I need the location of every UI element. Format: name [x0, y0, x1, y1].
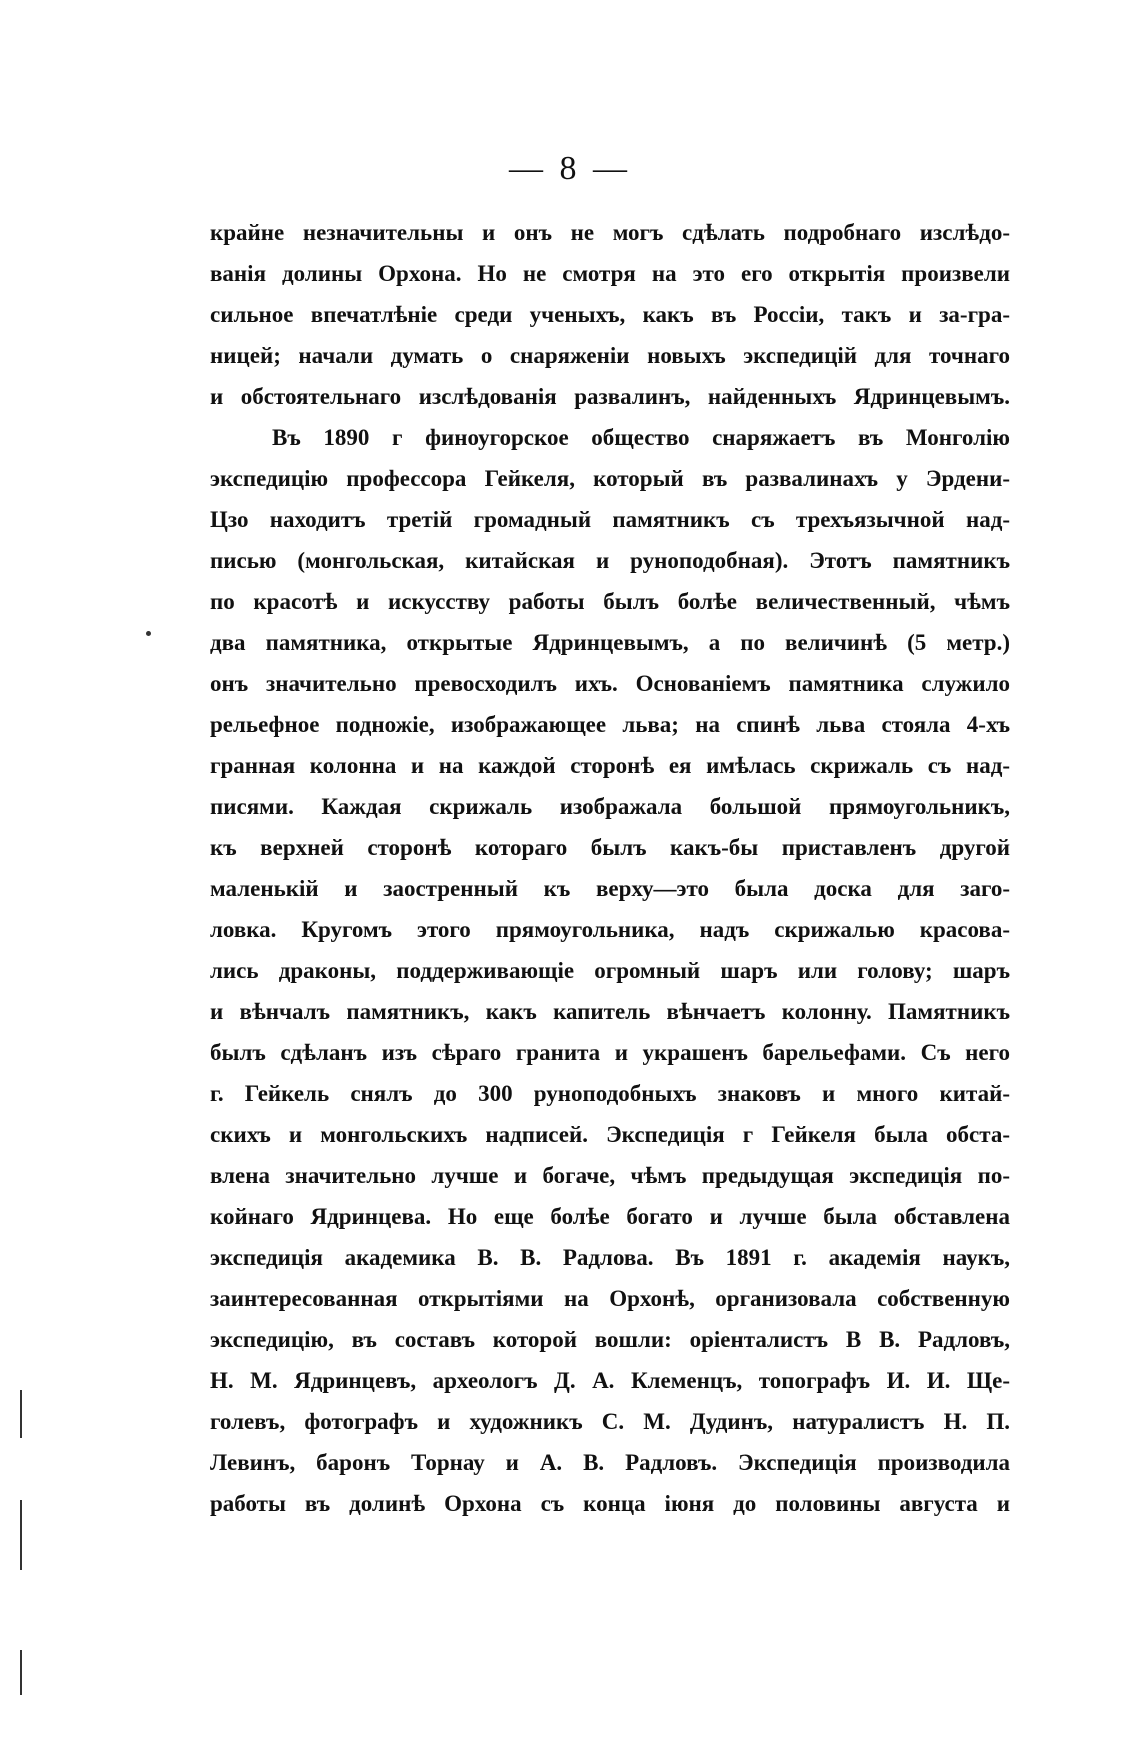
text-line: койнаго Ядринцева. Но еще болѣе богато и лучше была обставлена	[210, 1204, 1010, 1229]
text-line: по красотѣ и искусству работы былъ болѣе величественный, чѣмъ	[210, 589, 1010, 614]
scan-edge-mark	[20, 1500, 22, 1570]
text-line: онъ значительно превосходилъ ихъ. Основаніемъ памятника служило	[210, 671, 1010, 696]
text-line: голевъ, фотографъ и художникъ С. М. Дудинъ, натуралистъ Н. П.	[210, 1409, 1010, 1434]
scan-speck	[146, 631, 151, 636]
scan-edge-mark	[20, 1650, 22, 1695]
text-line: лись драконы, поддерживающіе огромный шаръ или голову; шаръ	[210, 958, 1010, 983]
text-line: экспедиція академика В. В. Радлова. Въ 1891 г. академія наукъ,	[210, 1245, 1010, 1270]
text-line: маленькій и заостренный къ верху—это была доска для заго-	[210, 876, 1010, 901]
text-line: скихъ и монгольскихъ надписей. Экспедиція г Гейкеля была обста-	[210, 1122, 1010, 1147]
text-line: два памятника, открытые Ядринцевымъ, а по величинѣ (5 метр.)	[210, 630, 1010, 655]
text-line: сильное впечатлѣніе среди ученыхъ, какъ въ Россіи, такъ и за-гра-	[210, 302, 1010, 327]
text-line: экспедицію профессора Гейкеля, который въ развалинахъ у Эрдени-	[210, 466, 1010, 491]
text-line: экспедицію, въ составъ которой вошли: оріенталистъ В В. Радловъ,	[210, 1327, 1010, 1352]
text-line: заинтересованная открытіями на Орхонѣ, организовала собственную	[210, 1286, 1010, 1311]
text-line: Левинъ, баронъ Торнау и А. В. Радловъ. Экспедиція производила	[210, 1450, 1010, 1475]
text-line: ницей; начали думать о снаряженіи новыхъ экспедицій для точнаго	[210, 343, 1010, 368]
page-number: — 8 —	[509, 150, 631, 187]
text-line: и вѣнчалъ памятникъ, какъ капитель вѣнчаетъ колонну. Памятникъ	[210, 999, 1010, 1024]
main-text	[210, 212, 1010, 1524]
text-line: Цзо находитъ третій громадный памятникъ съ трехъязычной над-	[210, 507, 1010, 532]
text-line: ванія долины Орхона. Но не смотря на это его открытія произвели	[210, 261, 1010, 286]
text-line: Н. М. Ядринцевъ, археологъ Д. А. Клеменцъ, топографъ И. И. Ще-	[210, 1368, 1010, 1393]
text-line: писями. Каждая скрижаль изображала большой прямоугольникъ,	[210, 794, 1010, 819]
text-line: писью (монгольская, китайская и руноподобная). Этотъ памятникъ	[210, 548, 1010, 573]
text-line: къ верхней сторонѣ котораго былъ какъ-бы приставленъ другой	[210, 835, 1010, 860]
text-line: и обстоятельнаго изслѣдованія развалинъ, найденныхъ Ядринцевымъ.	[210, 384, 1010, 409]
text-line: ловка. Кругомъ этого прямоугольника, надъ скрижалью красова-	[210, 917, 1010, 942]
text-line: г. Гейкель снялъ до 300 руноподобныхъ знаковъ и много китай-	[210, 1081, 1010, 1106]
scan-edge-mark	[20, 1390, 22, 1438]
text-line: крайне незначительны и онъ не могъ сдѣлать подробнаго изслѣдо-	[210, 220, 1010, 245]
text-line: влена значительно лучше и богаче, чѣмъ предыдущая экспедиція по-	[210, 1163, 1010, 1188]
text-line: работы въ долинѣ Орхона съ конца іюня до половины августа и	[210, 1491, 1010, 1516]
text-line: гранная колонна и на каждой сторонѣ ея имѣлась скрижаль съ над-	[210, 753, 1010, 778]
paragraph-start-line: Въ 1890 г финоугорское общество снаряжаетъ въ Монголію	[272, 425, 1010, 450]
text-line: рельефное подножіе, изображающее льва; на спинѣ льва стояла 4-хъ	[210, 712, 1010, 737]
text-line: былъ сдѣланъ изъ сѣраго гранита и украшенъ барельефами. Съ него	[210, 1040, 1010, 1065]
